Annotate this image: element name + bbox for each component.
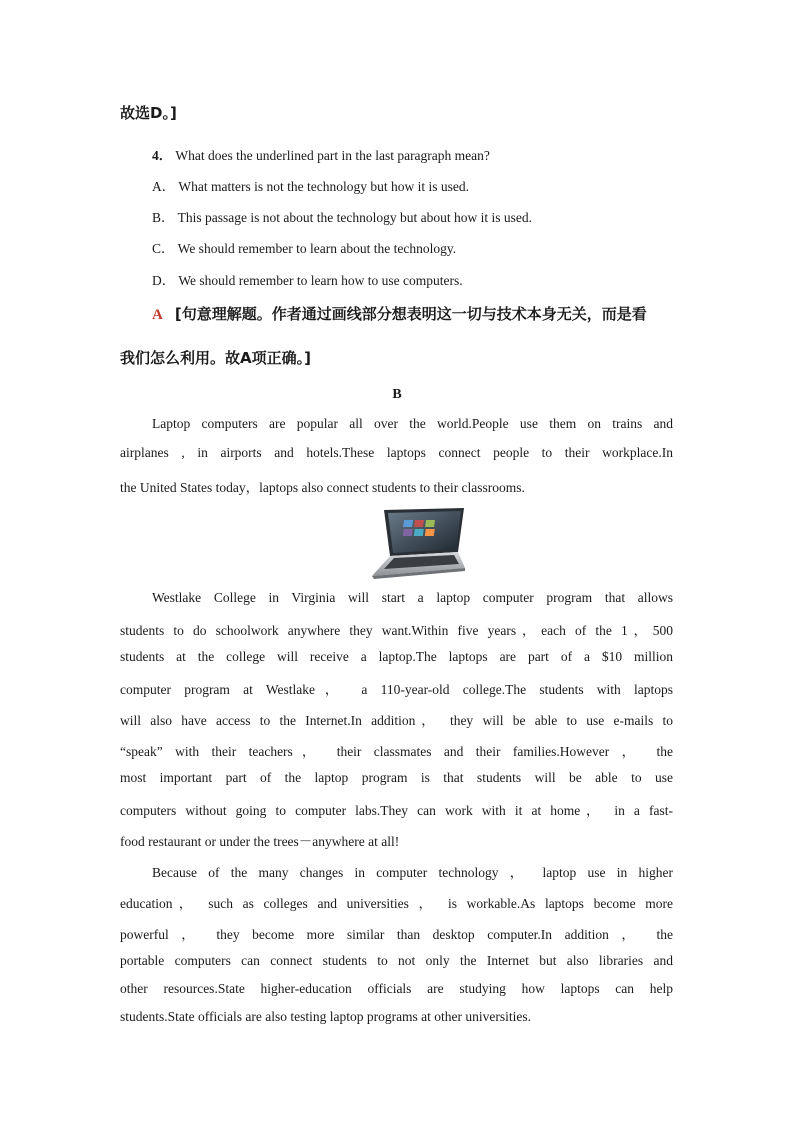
option-letter: B．: [152, 210, 175, 225]
option-letter: D．: [152, 273, 176, 288]
option-b: [152, 206, 672, 226]
paragraph-3-line: students.State officials are also testing laptop programs at other universities.: [120, 1009, 532, 1024]
option-d: [152, 269, 672, 289]
paragraph-2-line: Westlake College in Virginia will start a laptop computer program that allows: [152, 590, 673, 605]
paragraph-2-line: “speak” with their teachers， their classmates and their families.However ， the: [120, 744, 673, 759]
question-text: What does the underlined part in the last paragraph mean?: [175, 148, 490, 163]
option-text: We should remember to learn how to use computers.: [178, 273, 463, 288]
answer-explanation-line-1: A [句意理解题。作者通过画线部分想表明这一切与技术本身无关，而是看: [152, 305, 647, 323]
paragraph-3-line: other resources.State higher-education officials are studying how laptops can help: [120, 981, 673, 996]
paragraph-2-line: will also have access to the Internet.In addition， they will be able to use e-mails to: [120, 713, 673, 728]
paragraph-1-line: the United States today，laptops also connect students to their classrooms.: [120, 480, 525, 495]
paragraph-2-line: students at the college will receive a laptop.The laptops are part of a $10 million: [120, 649, 673, 664]
paragraph-2-line: computer program at Westlake， a 110-year-old college.The students with laptops: [120, 682, 673, 697]
option-c: [152, 237, 672, 257]
paragraph-3-line: education， such as colleges and universities ， is workable.As laptops become more: [120, 896, 673, 911]
laptop-image: [366, 506, 466, 580]
answer-letter: A: [152, 307, 163, 323]
question-4: [152, 144, 672, 164]
previous-answer-ending: 故选D。]: [120, 104, 177, 122]
paragraph-2-line: students to do schoolwork anywhere they want.Within five years，each of the 1，500: [120, 623, 673, 638]
option-text: We should remember to learn about the technology.: [177, 241, 457, 256]
paragraph-1-line: Laptop computers are popular all over the world.People use them on trains and: [152, 416, 673, 431]
option-text: This passage is not about the technology but about how it is used.: [177, 210, 532, 225]
option-letter: A．: [152, 179, 176, 194]
paragraph-3-line: Because of the many changes in computer technology ， laptop use in higher: [152, 865, 673, 880]
answer-explanation-line-2: 我们怎么利用。故A项正确。]: [120, 349, 311, 367]
option-text: What matters is not the technology but how it is used.: [178, 179, 469, 194]
paragraph-1-line: airplanes , in airports and hotels.These laptops connect people to their workplace.In: [120, 445, 673, 460]
question-number: 4．: [152, 148, 173, 163]
paragraph-2-line: most important part of the laptop program is that students will be able to use: [120, 770, 673, 785]
option-letter: C．: [152, 241, 175, 256]
section-title: B: [392, 387, 402, 402]
option-a: [152, 175, 672, 195]
paragraph-3-line: powerful ， they become more similar than desktop computer.In addition ， the: [120, 927, 673, 942]
paragraph-2-line: computers without going to computer labs.They can work with it at home， in a fast-: [120, 803, 673, 818]
paragraph-2-line: food restaurant or under the trees－anywhere at all!: [120, 834, 400, 849]
paragraph-3-line: portable computers can connect students to not only the Internet but also libraries and: [120, 953, 673, 968]
